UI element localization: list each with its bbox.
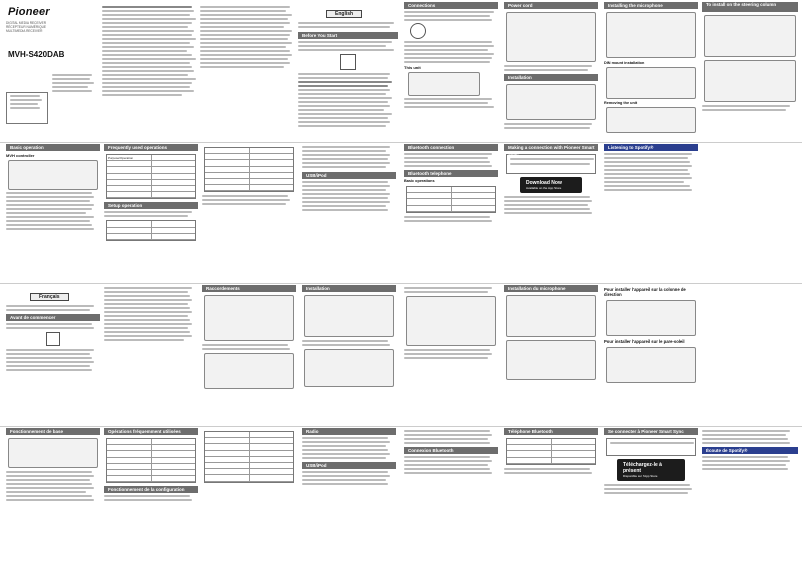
weee-bin-icon xyxy=(340,54,356,70)
fr-remove-diagram xyxy=(406,296,496,346)
basic-operations-label: Basic operations xyxy=(404,179,435,183)
fr-connections-column xyxy=(202,285,296,392)
owners-info-box xyxy=(6,92,48,124)
english-label: English xyxy=(326,10,362,18)
fr-din-diagram xyxy=(304,349,394,387)
fr-setup-table xyxy=(204,431,294,483)
fold-line-2 xyxy=(0,283,802,284)
fr-install-mic-header: Installation du microphone xyxy=(504,285,598,292)
install-steering-header: To install on the steering column xyxy=(702,2,798,12)
francais-label: Français xyxy=(30,293,69,301)
fr-text-column xyxy=(104,285,198,343)
din-mount-diagram xyxy=(606,67,696,99)
fold-line-1 xyxy=(0,142,802,143)
fr-frequent-column xyxy=(104,428,198,503)
fr-bt-tel-column xyxy=(504,428,598,476)
sunvisor-diagram xyxy=(704,60,796,102)
fr-install-diagram xyxy=(304,295,394,337)
caution-disc-icon xyxy=(410,23,426,39)
frequently-used-header: Frequently used operations xyxy=(104,144,198,151)
power-cord-header: Power cord xyxy=(504,2,598,9)
fr-spotify-header: Écoute de Spotify® xyxy=(702,447,798,454)
setup-detail-table xyxy=(204,147,294,192)
fr-column-install xyxy=(604,285,698,386)
model-number: MVH-S420DAB xyxy=(8,50,65,59)
spotify-header: Listening to Spotify® xyxy=(604,144,698,151)
install-mic-column xyxy=(604,2,698,135)
fr-usb-header: USB/iPod xyxy=(302,462,396,469)
fold-line-3 xyxy=(0,426,802,427)
fr-bt-connection-header: Connexion Bluetooth xyxy=(404,447,498,454)
steering-diagram xyxy=(704,15,796,57)
fr-sunvisor-diagram xyxy=(606,347,696,383)
mic-diagram xyxy=(606,12,696,58)
fr-basic-header: Fonctionnement de base xyxy=(6,428,100,435)
steering-column xyxy=(702,2,798,113)
top-band xyxy=(0,0,802,142)
fr-setup-column xyxy=(202,428,296,486)
bt-connection-header: Bluetooth connection xyxy=(404,144,498,151)
safety-text-column xyxy=(102,4,198,98)
fr-frequent-header: Opérations fréquemment utilisées xyxy=(104,428,198,435)
fr-bt-column xyxy=(404,428,498,476)
fr-amp-diagram xyxy=(204,353,294,389)
smart-sync-column xyxy=(504,144,598,216)
fr-frequent-table xyxy=(106,438,196,483)
download-now-text: Download Now xyxy=(526,180,562,186)
power-cord-column xyxy=(504,2,598,131)
fr-telechargez-text: Téléchargez-le à présent xyxy=(623,462,662,474)
setup-detail-column xyxy=(202,144,296,207)
this-unit-label: This unit xyxy=(404,65,421,70)
basic-op-column xyxy=(6,144,100,232)
fr-connexions-header: Raccordements xyxy=(202,285,296,292)
spotify-column xyxy=(604,144,698,193)
setup-header: Setup operation xyxy=(104,202,198,209)
second-band xyxy=(0,144,802,282)
remove-unit-diagram xyxy=(606,107,696,133)
download-now-badge[interactable] xyxy=(520,177,582,193)
radio-column xyxy=(302,144,396,213)
bt-column xyxy=(404,144,498,224)
fr-mic-diagram xyxy=(506,295,596,337)
fr-intro-header: Avant de commencer xyxy=(6,314,100,321)
din-mount-header: DIN mount installation xyxy=(604,61,645,65)
fr-smart-sync-column xyxy=(604,428,698,496)
smart-sync-header: Making a connection with Pioneer Smart Sync xyxy=(504,144,598,151)
fr-steering-diagram xyxy=(606,300,696,336)
remove-unit-header: Removing the unit xyxy=(604,101,638,105)
fr-mic-diagram-2 xyxy=(506,340,596,380)
connections-header: Connections xyxy=(404,2,498,9)
fr-installation-header: Installation xyxy=(302,285,396,292)
bt-telephone-header: Bluetooth telephone xyxy=(404,170,498,177)
fr-setup-header: Fonctionnement de la configuration xyxy=(104,486,198,493)
bottom-band xyxy=(0,428,802,567)
fr-radio-column xyxy=(302,428,396,487)
fr-install-sunvisor-header: Pour installer l'appareil sur le pare-soleil xyxy=(604,339,685,344)
english-intro-column xyxy=(298,2,398,129)
mvh-controller-label: MVH controller xyxy=(6,153,35,158)
frequent-ops-column xyxy=(104,144,198,244)
third-band xyxy=(0,285,802,425)
fr-app-store-caption: Disponible sur l'App Store xyxy=(623,474,658,478)
head-unit-diagram xyxy=(8,160,98,190)
fr-radio-header: Radio xyxy=(302,428,396,435)
unit-rear-sketch xyxy=(408,72,480,96)
purpose-column-header: Purpose/Operation xyxy=(107,155,152,160)
fr-head-unit-diagram xyxy=(8,438,98,468)
fr-mic-column xyxy=(404,285,498,361)
cover-text-column xyxy=(52,72,97,94)
power-cord-diagram xyxy=(506,12,596,62)
fr-install-column-header: Pour installer l'appareil sur la colonne de direction xyxy=(604,287,686,297)
safety-text-column-2 xyxy=(200,4,294,70)
fr-bt-table xyxy=(506,438,596,465)
basic-operation-header: Basic operation xyxy=(6,144,100,151)
smart-sync-box xyxy=(506,154,596,174)
installation-header: Installation xyxy=(504,74,598,81)
fr-bt-telephone-header: Téléphone Bluetooth xyxy=(504,428,598,435)
setup-table xyxy=(106,220,196,241)
before-you-start-header: Before You Start xyxy=(298,32,398,39)
fr-intro-column xyxy=(6,285,100,373)
installing-mic-header: Installing the microphone xyxy=(604,2,698,9)
fr-weee-icon xyxy=(46,332,60,346)
cover-column: DIGITAL MEDIA RECEIVER RÉCEPTEUR NUMÉRIQUE MULTIMEDIA RECEIVER xyxy=(6,22,96,34)
fr-cord-diagram xyxy=(204,295,294,341)
installation-diagram xyxy=(506,84,596,120)
bt-table xyxy=(406,186,496,213)
usb-ipod-header: USB/iPod xyxy=(302,172,396,179)
app-store-caption: Available on the App Store xyxy=(526,186,562,190)
fr-smart-sync-box xyxy=(606,438,696,456)
frequent-ops-table xyxy=(106,154,196,199)
fr-installation-column xyxy=(302,285,396,390)
connections-column xyxy=(404,2,498,110)
fr-basic-column xyxy=(6,428,100,503)
fr-telechargez-badge[interactable] xyxy=(617,459,685,481)
fr-smart-sync-header: Se connecter à Pioneer Smart Sync xyxy=(604,428,698,435)
fr-spotify-column xyxy=(702,428,798,472)
fr-install-mic-column xyxy=(504,285,598,383)
brand-logo: Pioneer xyxy=(8,6,50,18)
